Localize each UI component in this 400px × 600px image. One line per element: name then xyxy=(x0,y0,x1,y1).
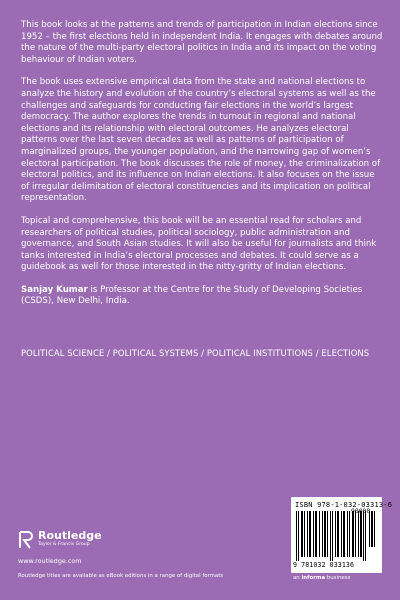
blurb-paragraph-3: Topical and comprehensive, this book will be an essential read for scholars and researchers of political studies, political sociology, public administration and governance, and South Asian studies. It will also be useful for journalists and think tanks interested in India’s electoral processes and debates. It could serve as a guidebook as well for those interested in the nitty-gritty of Indian elections. xyxy=(21,215,377,273)
barcode-bars xyxy=(296,511,376,561)
ebook-note: Routledge titles are available as eBook editions in a range of digital formats xyxy=(18,573,224,579)
blurb xyxy=(21,20,383,319)
barcode xyxy=(291,497,393,573)
author-name: Sanjay Kumar xyxy=(21,284,88,295)
business-prefix: an xyxy=(293,575,302,581)
blurb-paragraph-1: This book looks at the patterns and trends of participation in Indian elections since 1952 – the first elections held in independent India. It engages with debates around the nature of the multi-party electoral politics in India and its impact on the voting behaviour of Indian voters. xyxy=(21,20,383,65)
publisher-name: Routledge xyxy=(38,529,102,542)
informa-business xyxy=(293,575,350,581)
publisher-group: Taylor & Francis Group xyxy=(38,542,90,547)
blurb-paragraph-2: The book uses extensive empirical data from the state and national elections to analyze the history and evolution of the country’s electoral systems as well as the challenges and safeguards for conducting fair elections in the world’s largest democracy. The author explores the trends in turnout in regional and national elections and its relationship with electoral outcomes. He analyzes electoral patterns over the last seven decades as well as patterns of participation of marginalized groups, the younger population, and the narrowing gap of women’s electoral participation. The book discusses the role of money, the criminalization of electoral politics, and its influence on Indian elections. It also focuses on the issue of irregular delimitation of electoral constituencies and its implication on political representation. xyxy=(21,77,381,204)
publisher-wordmark xyxy=(38,530,102,548)
author-bio-text: is Professor at the Centre for the Study of Developing Societies (CSDS), New Delhi, India. xyxy=(21,284,363,307)
barcode-digits: 9 781032 033136 xyxy=(293,561,355,569)
publisher-logo xyxy=(18,530,102,550)
routledge-logo-icon xyxy=(18,530,34,550)
business-suffix: business xyxy=(325,575,351,581)
publisher-url: www.routledge.com xyxy=(18,557,82,565)
isbn-label: ISBN 978-1-032-03313-6 xyxy=(295,501,393,509)
author-bio xyxy=(21,285,383,308)
subject-categories: POLITICAL SCIENCE / POLITICAL SYSTEMS / POLITICAL INSTITUTIONS / ELECTIONS xyxy=(21,348,370,358)
business-brand: informa xyxy=(301,575,326,581)
